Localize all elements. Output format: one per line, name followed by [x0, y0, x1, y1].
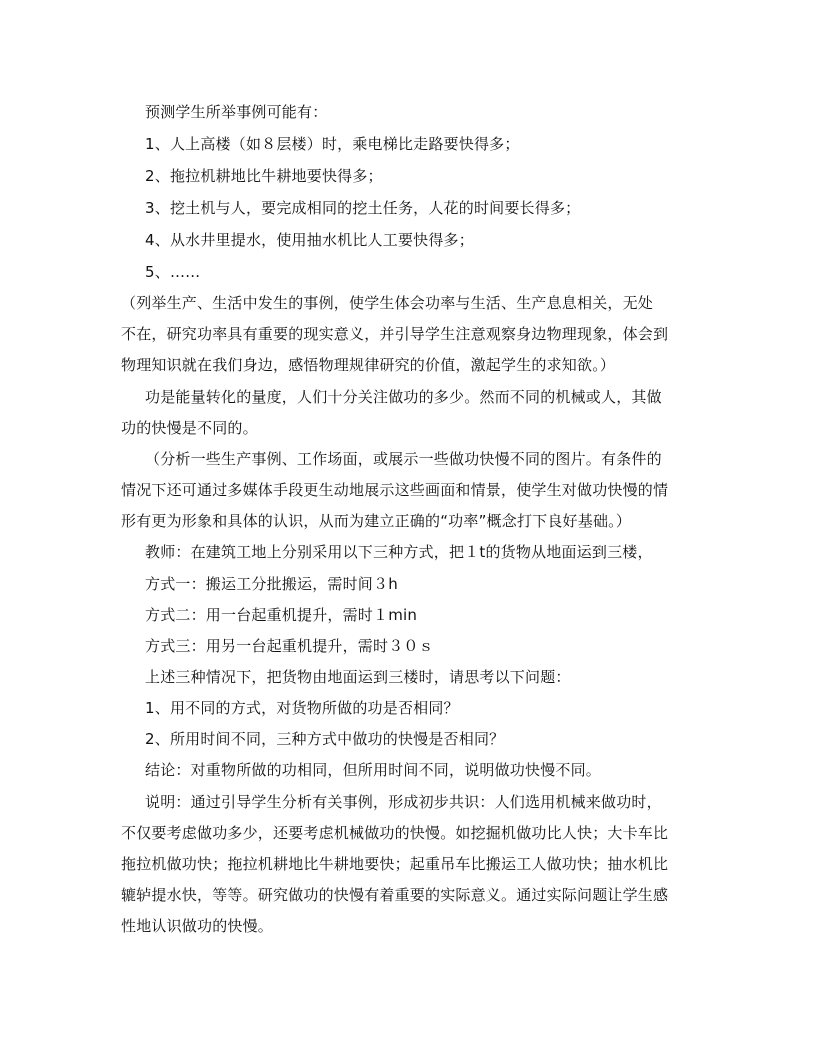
- paragraph-line: （列举生产、生活中发生的事例，使学生体会功率与生活、生产息息相关，无处: [121, 294, 654, 312]
- paragraph-line: 不在，研究功率具有重要的现实意义，并引导学生注意观察身边物理现象，体会到: [121, 325, 669, 343]
- method-1-line: 方式一：搬运工分批搬运，需时间３h: [145, 575, 398, 593]
- paragraph-line: （分析一些生产事例、工作场面，或展示一些做功快慢不同的图片。有条件的: [145, 450, 662, 468]
- explanation-line: 性地认识做功的快慢。: [121, 917, 274, 935]
- question-2-line: 2、所用时间不同，三种方式中做功的快慢是否相同？: [145, 730, 505, 748]
- paragraph-line: 形有更为形象和具体的认识，从而为建立正确的“功率”概念打下良好基础。）: [121, 512, 632, 530]
- explanation-line: 拖拉机做功快；拖拉机耕地比牛耕地要快；起重吊车比搬运工人做功快；抽水机比: [121, 855, 669, 873]
- paragraph-line: 情况下还可通过多媒体手段更生动地展示这些画面和情景，使学生对做功快慢的情: [121, 481, 669, 499]
- question-intro-line: 上述三种情况下，把货物由地面运到三楼时，请思考以下问题：: [145, 668, 571, 686]
- question-1-line: 1、用不同的方式，对货物所做的功是否相同？: [145, 699, 459, 717]
- explanation-line: 不仅要考虑做功多少，还要考虑机械做功的快慢。如挖掘机做功比人快；大卡车比: [121, 824, 669, 842]
- intro-line: 预测学生所举事例可能有：: [145, 103, 328, 121]
- explanation-line: 说明：通过引导学生分析有关事例，形成初步共识：人们选用机械来做功时，: [145, 793, 662, 811]
- example-item-4: 4、从水井里提水，使用抽水机比人工要快得多；: [145, 231, 474, 249]
- example-item-3: 3、挖土机与人，要完成相同的挖土任务，人花的时间要长得多；: [145, 199, 581, 217]
- example-item-1: 1、人上高楼（如８层楼）时，乘电梯比走路要快得多；: [145, 135, 520, 153]
- example-item-5: 5、……: [145, 263, 201, 281]
- method-3-line: 方式三：用另一台起重机提升，需时３０ｓ: [145, 637, 434, 655]
- conclusion-line: 结论：对重物所做的功相同，但所用时间不同，说明做功快慢不同。: [145, 761, 602, 779]
- method-2-line: 方式二：用一台起重机提升，需时１min: [145, 606, 418, 624]
- paragraph-line: 功是能量转化的量度，人们十分关注做功的多少。然而不同的机械或人，其做: [145, 388, 662, 406]
- teacher-line: 教师：在建筑工地上分别采用以下三种方式，把１t的货物从地面运到三楼，: [145, 543, 653, 561]
- example-item-2: 2、拖拉机耕地比牛耕地要快得多；: [145, 167, 383, 185]
- paragraph-line: 物理知识就在我们身边，感悟物理规律研究的价值，激起学生的求知欲。）: [121, 356, 616, 374]
- paragraph-line: 功的快慢是不同的。: [121, 419, 258, 437]
- explanation-line: 辘轳提水快，等等。研究做功的快慢有着重要的实际意义。通过实际问题让学生感: [121, 886, 669, 904]
